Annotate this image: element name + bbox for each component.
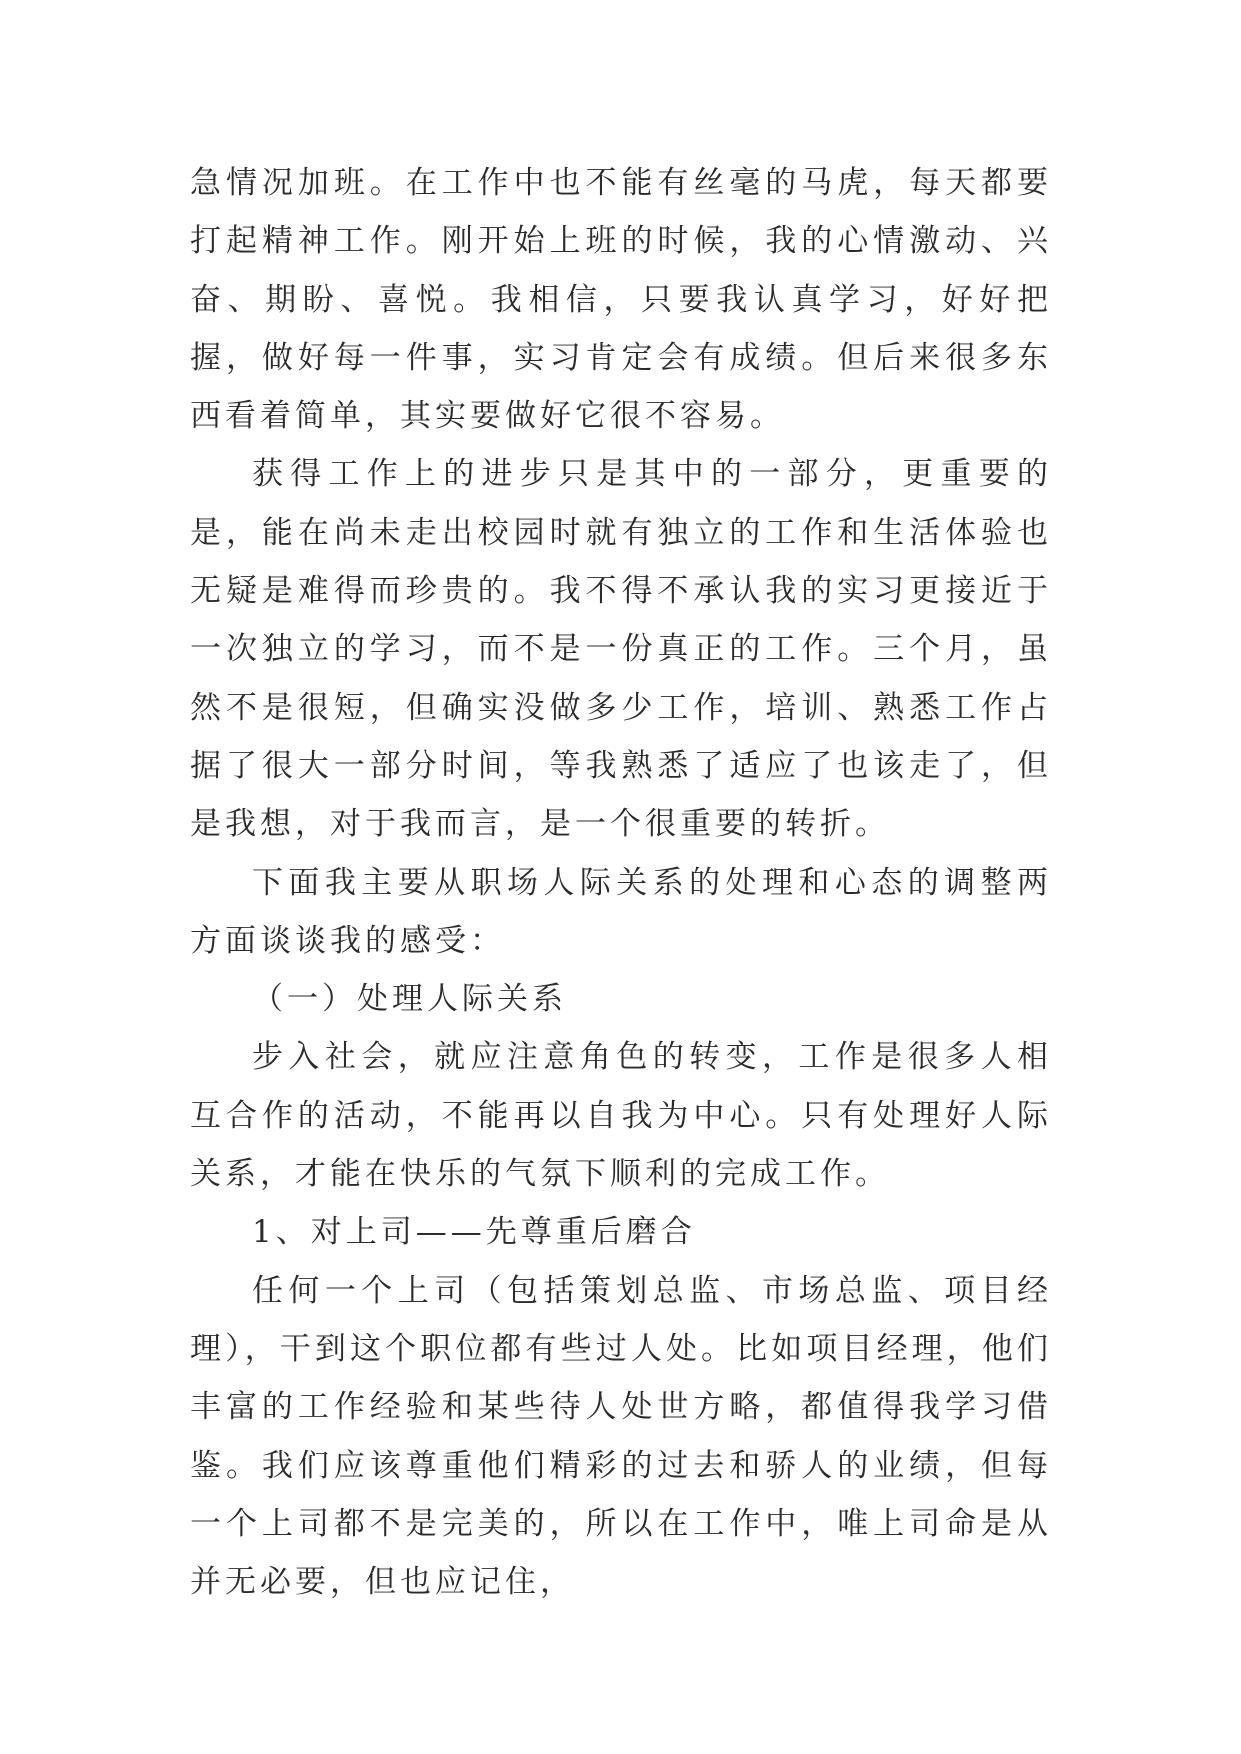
paragraph: 任何一个上司（包括策划总监、市场总监、项目经理），干到这个职位都有些过人处。比如项目经理，他们丰富的工作经验和某些待人处世方略，都值得我学习借鉴。我们应该尊重他们精彩的过去和骄人的业绩，但每一个上司都不是完美的，所以在工作中，唯上司命是从并无必要，但也应记住，: [190, 1272, 1052, 1601]
paragraph: 获得工作上的进步只是其中的一部分，更重要的是，能在尚未走出校园时就有独立的工作和生活体验也无疑是难得而珍贵的。我不得不承认我的实习更接近于一次独立的学习，而不是一份真正的工作。三个月，虽然不是很短，但确实没做多少工作，培训、熟悉工作占据了很大一部分时间，等我熟悉了适应了也该走了，但是我想，对于我而言，是一个很重要的转折。: [190, 456, 1052, 843]
paragraph: 下面我主要从职场人际关系的处理和心态的调整两方面谈谈我的感受：: [190, 864, 1052, 959]
section-heading: （一）处理人际关系: [252, 981, 567, 1018]
paragraph: 急情况加班。在工作中也不能有丝毫的马虎，每天都要打起精神工作。刚开始上班的时候，我的心情激动、兴奋、期盼、喜悦。我相信，只要我认真学习，好好把握，做好每一件事，实习肯定会有成绩。但后来很多东西看着简单，其实要做好它很不容易。: [190, 165, 1052, 435]
subsection-heading: 1、对上司——先尊重后磨合: [252, 1214, 696, 1251]
document-body: [190, 154, 1052, 1611]
paragraph: 步入社会，就应注意角色的转变，工作是很多人相互合作的活动，不能再以自我为中心。只有处理好人际关系，才能在快乐的气氛下顺利的完成工作。: [190, 1039, 1052, 1193]
